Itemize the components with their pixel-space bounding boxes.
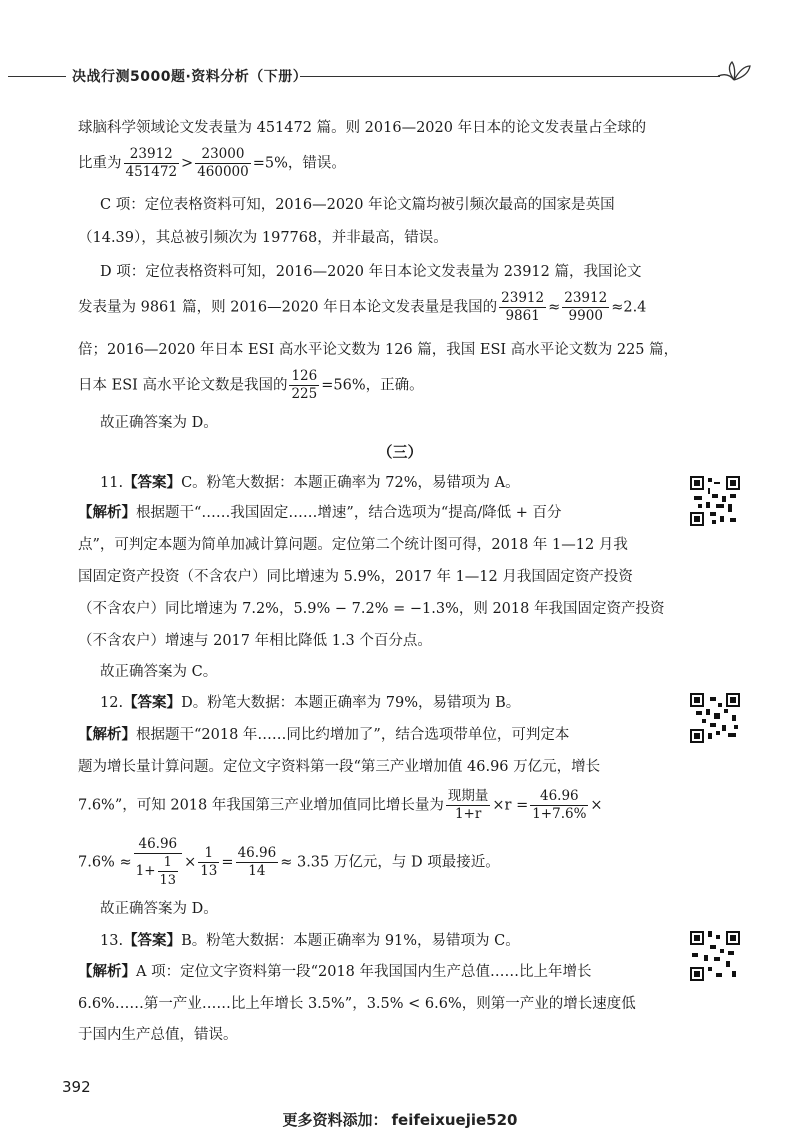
paragraph-line: （不含农户）增速与 2017 年相比降低 1.3 个百分点。 bbox=[78, 633, 432, 649]
ratio-line bbox=[78, 368, 662, 403]
text: =5%，错误。 bbox=[252, 155, 346, 172]
complex-fraction bbox=[134, 836, 182, 889]
operator: × bbox=[184, 854, 197, 871]
numerator: 23000 bbox=[195, 146, 251, 164]
fraction bbox=[446, 788, 491, 823]
paragraph-line: D 项：定位表格资料可知，2016—2020 年日本论文发表量为 23912 篇，我国论文 bbox=[100, 264, 642, 280]
answer-label: 【答案】 bbox=[123, 474, 182, 491]
denominator: 14 bbox=[248, 863, 266, 879]
fraction bbox=[289, 368, 319, 403]
text: 发表量为 9861 篇，则 2016—2020 年日本论文发表量是我国的 bbox=[78, 299, 498, 316]
operator: × bbox=[590, 797, 603, 814]
answer-text: C。粉笔大数据：本题正确率为 72%，易错项为 A。 bbox=[181, 475, 520, 491]
fraction bbox=[198, 845, 219, 880]
explanation-line bbox=[78, 962, 662, 982]
numerator: 1 bbox=[198, 845, 219, 863]
paragraph-line: 于国内生产总值，错误。 bbox=[78, 1027, 238, 1043]
explanation-text: 根据题干“2018 年……同比约增加了”，结合选项带单位，可判定本 bbox=[136, 727, 570, 743]
ratio-line bbox=[78, 290, 662, 325]
text: 7.6%”，可知 2018 年我国第三产业增加值同比增长量为 bbox=[78, 797, 444, 814]
operator: ≈ bbox=[548, 299, 561, 316]
operator: ×r = bbox=[492, 797, 529, 814]
nested-fraction bbox=[158, 854, 179, 889]
text: 1+ bbox=[135, 863, 156, 879]
numerator: 23912 bbox=[564, 290, 608, 306]
answer-line bbox=[100, 693, 662, 713]
question-number: 11. bbox=[100, 475, 124, 491]
section-title: （三） bbox=[377, 443, 423, 461]
answer-line: 故正确答案为 D。 bbox=[100, 415, 218, 431]
denominator: 225 bbox=[291, 386, 318, 402]
page-number: 392 bbox=[62, 1078, 91, 1096]
numerator: 46.96 bbox=[134, 836, 182, 854]
fraction bbox=[530, 788, 588, 823]
fraction bbox=[195, 146, 251, 181]
numerator: 46.96 bbox=[530, 788, 588, 806]
numerator: 1 bbox=[158, 854, 179, 872]
explanation-line bbox=[78, 725, 662, 745]
fraction bbox=[124, 146, 180, 181]
header-rule-left bbox=[8, 76, 66, 77]
explanation-label: 【解析】 bbox=[78, 726, 136, 743]
denominator: 1+7.6% bbox=[532, 806, 587, 822]
answer-text: D。粉笔大数据：本题正确率为 79%，易错项为 B。 bbox=[181, 695, 521, 711]
explanation-text: 根据题干“……我国固定……增速”，结合选项为“提高/降低 + 百分 bbox=[136, 505, 562, 521]
answer-label: 【答案】 bbox=[123, 932, 182, 949]
denominator: 9900 bbox=[568, 308, 603, 324]
paragraph-line: 题为增长量计算问题。定位文字资料第一段“第三产业增加值 46.96 万亿元，增长 bbox=[78, 759, 601, 775]
denominator: 451472 bbox=[125, 164, 178, 180]
denominator: 460000 bbox=[197, 164, 249, 180]
answer-line bbox=[100, 473, 662, 493]
explanation-label: 【解析】 bbox=[78, 504, 136, 521]
book-title: 决战行测5000题·资料分析（下册） bbox=[72, 69, 308, 85]
formula-line bbox=[78, 836, 662, 889]
paragraph-line: C 项：定位表格资料可知，2016—2020 年论文篇均被引频次最高的国家是英国 bbox=[100, 197, 615, 213]
answer-label: 【答案】 bbox=[123, 694, 182, 711]
text: ≈ 3.35 万亿元，与 D 项最接近。 bbox=[280, 854, 500, 871]
paragraph-line: 6.6%……第一产业……比上年增长 3.5%”，3.5% < 6.6%，则第一产业的增长速度低 bbox=[78, 996, 636, 1012]
paragraph-line: （不含农户）同比增速为 7.2%，5.9% − 7.2% = −1.3%，则 2018 年我国固定资产投资 bbox=[78, 601, 665, 617]
ratio-line bbox=[78, 146, 662, 181]
paragraph-line: 球脑科学领域论文发表量为 451472 篇。则 2016—2020 年日本的论文发表量占全球的 bbox=[78, 120, 647, 136]
fraction bbox=[499, 290, 546, 325]
operator: > bbox=[181, 155, 194, 172]
qr-code-icon[interactable] bbox=[690, 476, 740, 526]
qr-code-icon[interactable] bbox=[690, 931, 740, 981]
text: 日本 ESI 高水平论文数是我国的 bbox=[78, 377, 288, 394]
explanation-text: A 项：定位文字资料第一段“2018 年我国国内生产总值……比上年增长 bbox=[136, 964, 592, 980]
paragraph-line: 点”，可判定本题为简单加减计算问题。定位第二个统计图可得，2018 年 1—12 月我 bbox=[78, 537, 628, 553]
fraction bbox=[562, 290, 609, 325]
formula-line bbox=[78, 788, 662, 823]
footer-contact: feifeixuejie520 bbox=[391, 1111, 518, 1129]
explanation-label: 【解析】 bbox=[78, 963, 136, 980]
sprout-icon bbox=[714, 58, 754, 88]
answer-line bbox=[100, 931, 662, 951]
text: =56%，正确。 bbox=[321, 377, 424, 394]
question-number: 12. bbox=[100, 695, 124, 711]
answer-line: 故正确答案为 C。 bbox=[100, 664, 218, 680]
numerator: 126 bbox=[291, 368, 318, 384]
denominator: 13 bbox=[200, 863, 218, 879]
paragraph-line: 国固定资产投资（不含农户）同比增速为 5.9%，2017 年 1—12 月我国固定资产投资 bbox=[78, 569, 633, 585]
numerator: 23912 bbox=[124, 146, 180, 164]
numerator: 46.96 bbox=[237, 845, 277, 861]
question-number: 13. bbox=[100, 933, 124, 949]
text: ≈2.4 bbox=[611, 299, 647, 316]
denominator: 13 bbox=[159, 873, 177, 888]
text: 比重为 bbox=[78, 155, 122, 172]
answer-text: B。粉笔大数据：本题正确率为 91%，易错项为 C。 bbox=[181, 933, 520, 949]
numerator: 23912 bbox=[501, 290, 545, 306]
footer-note bbox=[0, 1109, 800, 1130]
text: 7.6% ≈ bbox=[78, 854, 132, 871]
explanation-line bbox=[78, 503, 662, 523]
numerator: 现期量 bbox=[447, 788, 489, 804]
footer-label: 更多资料添加： bbox=[282, 1111, 388, 1129]
operator: = bbox=[221, 854, 234, 871]
running-header bbox=[0, 58, 800, 94]
answer-line: 故正确答案为 D。 bbox=[100, 901, 218, 917]
denominator bbox=[134, 854, 182, 889]
header-rule-right bbox=[300, 76, 720, 77]
qr-code-icon[interactable] bbox=[690, 693, 740, 743]
fraction bbox=[236, 845, 279, 880]
paragraph-line: （14.39），其总被引频次为 197768，并非最高，错误。 bbox=[78, 230, 448, 246]
paragraph-line: 倍；2016—2020 年日本 ESI 高水平论文数为 126 篇，我国 ESI 高水平论文数为 225 篇， bbox=[78, 342, 679, 358]
denominator: 9861 bbox=[505, 308, 540, 324]
denominator: 1+r bbox=[454, 806, 482, 822]
